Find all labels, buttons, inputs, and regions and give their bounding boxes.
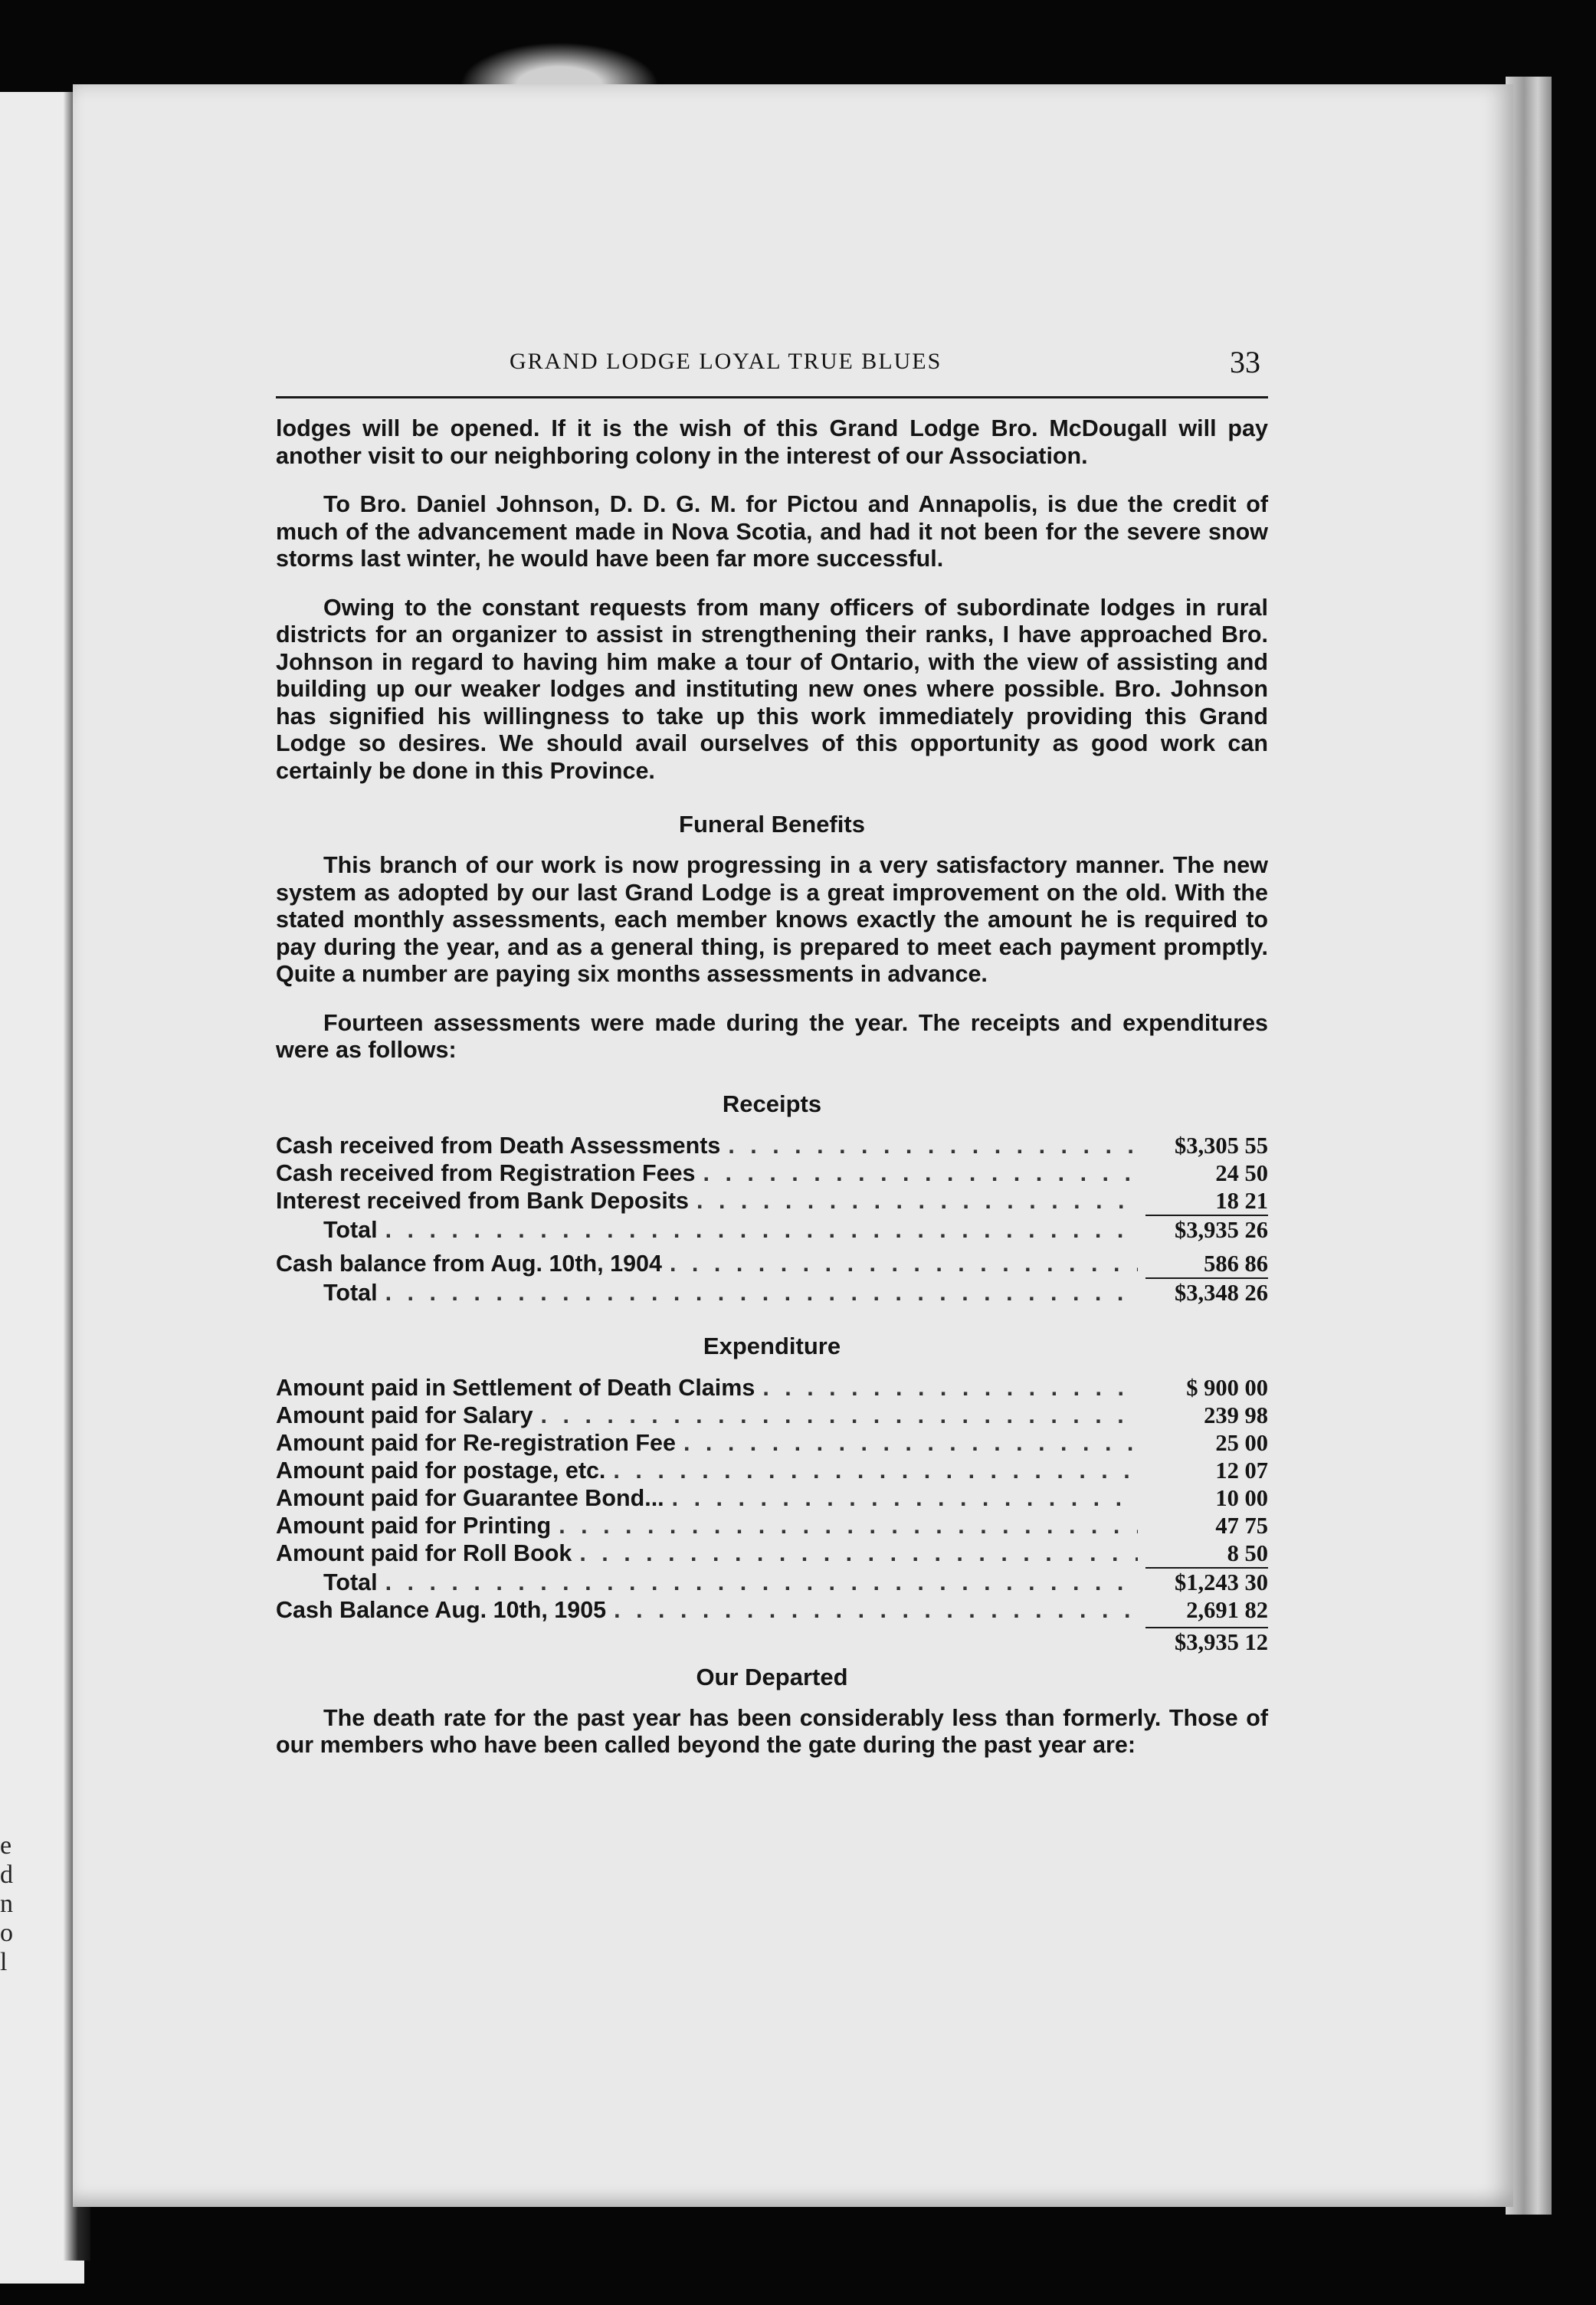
ledger-amount: 18 21 (1215, 1187, 1268, 1214)
ledger-row (276, 1187, 1268, 1215)
left-page-text-fragments (0, 1831, 23, 1977)
ledger-balance-row (276, 1250, 1268, 1277)
ledger-total-amount: $3,935 26 (1145, 1215, 1268, 1244)
heading-funeral-benefits: Funeral Benefits (679, 811, 865, 838)
dot-leader (614, 1596, 1138, 1624)
ledger-amount: 10 00 (1215, 1484, 1268, 1511)
ledger-total-label: Total (323, 1216, 378, 1243)
dot-leader (541, 1402, 1138, 1429)
ledger-final-total-label: Total (323, 1279, 378, 1306)
heading-expenditure: Expenditure (703, 1332, 841, 1359)
ledger-amount: $3,305 55 (1175, 1132, 1268, 1159)
ledger-final-total-amount: $3,348 26 (1145, 1277, 1268, 1307)
ledger-label: Cash received from Death Assessments (276, 1132, 721, 1159)
left-fragment: o (0, 1919, 13, 1947)
ledger-label: Amount paid for Printing (276, 1512, 552, 1539)
ledger-amount: 239 98 (1204, 1402, 1268, 1428)
dot-leader (696, 1187, 1138, 1215)
left-fragment: e (0, 1831, 12, 1860)
ledger-row (276, 1159, 1268, 1187)
ledger-amount: $ 900 00 (1186, 1374, 1268, 1401)
ledger-final-total-row (276, 1277, 1268, 1307)
ledger-row (276, 1374, 1268, 1402)
ledger-row (276, 1429, 1268, 1457)
ledger-amount: 24 50 (1215, 1159, 1268, 1186)
heading-our-departed: Our Departed (696, 1663, 848, 1690)
paragraph-continuation: lodges will be opened. If it is the wish of this Grand Lodge Bro. McDougall will pay another visit to our neighboring colony in the interest of our Association. (276, 415, 1268, 469)
page-number: 33 (1230, 345, 1260, 379)
ledger-amount: 8 50 (1227, 1539, 1268, 1566)
left-fragment: n (0, 1890, 13, 1918)
dot-leader (385, 1569, 1138, 1596)
ledger-grand-total-amount: $3,935 12 (1145, 1627, 1268, 1656)
paragraph-assessments: Fourteen assessments were made during the year. The receipts and expenditures were as follows: (276, 1009, 1268, 1063)
ledger-total-row (276, 1567, 1268, 1596)
ledger-label: Amount paid for Guarantee Bond... (276, 1484, 664, 1511)
running-title: GRAND LODGE LOYAL TRUE BLUES (510, 349, 942, 374)
paragraph-funeral-benefits: This branch of our work is now progressing in a very satisfactory manner. The new system as adopted by our last Grand Lodge is a great improvement on the old. With the stated monthly assessments, each member knows exactly the amount he is required to pay during the year, and as a general thing, is prepared to meet each payment promptly. Quite a number are paying six months assessments in advance. (276, 852, 1268, 987)
ledger-row (276, 1457, 1268, 1484)
ledger-total-amount: $1,243 30 (1145, 1567, 1268, 1596)
ledger-balance-amount: 2,691 82 (1186, 1596, 1268, 1623)
dot-leader (385, 1216, 1138, 1244)
ledger-label: Amount paid for Salary (276, 1402, 533, 1428)
expenditure-ledger (276, 1374, 1268, 1656)
dot-leader (683, 1429, 1138, 1457)
ledger-row (276, 1512, 1268, 1539)
ledger-label: Interest received from Bank Deposits (276, 1187, 690, 1214)
ledger-amount: 47 75 (1215, 1512, 1268, 1539)
ledger-row (276, 1132, 1268, 1159)
running-header (276, 345, 1268, 398)
ledger-total-row (276, 1215, 1268, 1244)
ledger-row (276, 1484, 1268, 1512)
ledger-balance-label: Cash balance from Aug. 10th, 1904 (276, 1250, 662, 1277)
page-content (276, 345, 1268, 1759)
dot-leader (559, 1512, 1138, 1539)
dot-leader (762, 1374, 1138, 1402)
dot-leader (670, 1250, 1138, 1277)
ledger-balance-row (276, 1596, 1268, 1624)
ledger-label: Cash received from Registration Fees (276, 1159, 696, 1186)
ledger-amount: 12 07 (1215, 1457, 1268, 1484)
left-fragment: l (0, 1948, 8, 1976)
paragraph-organizer: Owing to the constant requests from many officers of subordinate lodges in rural districts for an organizer to assist in strengthening their ranks, I have approached Bro. Johnson in regard to having him make a tour of Ontario, with the view of assisting and building up our weaker lodges and instituting new ones where possible. Bro. Johnson has signified his willingness to take up this work immediately providing this Grand Lodge so desires. We should avail ourselves of this opportunity as good work can certainly be done in this Province. (276, 594, 1268, 784)
heading-receipts: Receipts (722, 1090, 822, 1117)
paragraph-johnson-credit: To Bro. Daniel Johnson, D. D. G. M. for Pictou and Annapolis, is due the credit of much of the advancement made in Nova Scotia, and had it not been for the severe snow storms last winter, he would have been far more successful. (276, 491, 1268, 572)
ledger-amount: 25 00 (1215, 1429, 1268, 1456)
dot-leader (613, 1457, 1138, 1484)
left-fragment: d (0, 1861, 13, 1889)
ledger-label: Amount paid for postage, etc. (276, 1457, 606, 1484)
dot-leader (672, 1484, 1138, 1512)
ledger-label: Amount paid for Re-registration Fee (276, 1429, 676, 1456)
dot-leader (703, 1159, 1139, 1187)
ledger-row (276, 1539, 1268, 1567)
ledger-grand-total (276, 1627, 1268, 1656)
ledger-label: Amount paid for Roll Book (276, 1539, 572, 1566)
dot-leader (579, 1539, 1138, 1567)
dot-leader (728, 1132, 1138, 1159)
receipts-ledger (276, 1132, 1268, 1307)
ledger-label: Amount paid in Settlement of Death Claims (276, 1374, 755, 1401)
ledger-balance-amount: 586 86 (1204, 1250, 1268, 1277)
ledger-balance-label: Cash Balance Aug. 10th, 1905 (276, 1596, 607, 1623)
ledger-row (276, 1402, 1268, 1429)
ledger-total-label: Total (323, 1569, 378, 1595)
paragraph-death-rate: The death rate for the past year has been considerably less than formerly. Those of our members who have been called beyond the gate during the past year are: (276, 1704, 1268, 1758)
dot-leader (385, 1279, 1138, 1307)
